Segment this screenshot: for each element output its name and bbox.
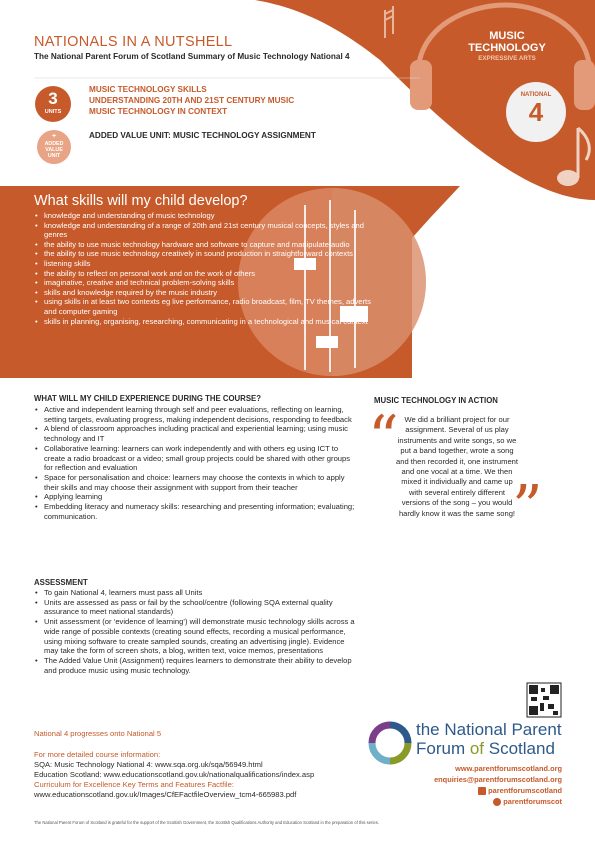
- list-item: • listening skills: [44, 259, 374, 269]
- org-word-of: of: [469, 739, 485, 758]
- education-scotland-link[interactable]: Education Scotland: www.educationscotland.gov.uk/nationalqualifications/index.asp: [34, 770, 315, 779]
- list-item: • The Added Value Unit (Assignment) requires learners to demonstrate their ability to develop and produce music using music technology.: [44, 656, 356, 675]
- experience-heading: WHAT WILL MY CHILD EXPERIENCE DURING THE COURSE?: [34, 394, 261, 403]
- cfe-link[interactable]: www.educationscotland.gov.uk/Images/CfEFactfileOverview_tcm4-665983.pdf: [34, 790, 297, 799]
- assessment-heading: ASSESSMENT: [34, 578, 88, 587]
- units-list: [89, 84, 294, 117]
- list-item: • Units are assessed as pass or fail by the school/centre (following SQA external quality assurance to meet national standards): [44, 598, 356, 617]
- close-quote-icon: ”: [512, 473, 543, 543]
- av-word-added: ADDED: [44, 141, 64, 147]
- sqa-link[interactable]: SQA: Music Technology National 4: www.sqa.org.uk/sqa/56949.html: [34, 760, 263, 769]
- org-word-forum: Forum: [416, 739, 470, 758]
- list-item: • A blend of classroom approaches including practical and experiential learning; using music technology and IT: [44, 424, 356, 443]
- skills-list: [34, 211, 374, 326]
- subject-badge: [447, 30, 567, 63]
- list-item: • the ability to use music technology hardware and software to capture and manipulate audio: [44, 240, 374, 250]
- list-item: • knowledge and understanding of a range of 20th and 21st century musical concepts, styles and genres: [44, 221, 374, 240]
- list-item: • knowledge and understanding of music technology: [44, 211, 374, 221]
- org-name: [416, 720, 562, 758]
- av-word-unit: UNIT: [47, 153, 61, 159]
- subject-line-2: TECHNOLOGY: [468, 42, 546, 54]
- course-links: [34, 750, 314, 800]
- headphone-cup-right: [574, 60, 595, 110]
- list-item: • skills and knowledge required by the music industry: [44, 288, 374, 298]
- footer-note: The National Parent Forum of Scotland is grateful for the support of the Scottish Government, the Scottish Qualifications Authority and Education Scotland in the preparation of this series.: [34, 820, 379, 825]
- unit-item: UNDERSTANDING 20TH AND 21ST CENTURY MUSIC: [89, 96, 295, 105]
- twitter-link[interactable]: [410, 796, 562, 807]
- level-label: NATIONAL: [520, 92, 552, 98]
- level-number: 4: [528, 97, 544, 127]
- facebook-handle: parentforumscotland: [488, 786, 562, 795]
- list-item: • imaginative, creative and technical problem-solving skills: [44, 278, 374, 288]
- headphone-cup-left: [410, 60, 432, 110]
- added-value-title: ADDED VALUE UNIT: MUSIC TECHNOLOGY ASSIGNMENT: [89, 131, 316, 140]
- list-item: • Unit assessment (or ‘evidence of learning’) will demonstrate music technology skills across a wide range of possible contexts (creating sound effects, recording a musical performance, using mixing software to create sampled sounds, creating an advertising jingle). Evidence may take the form of screen shots, a blog, written text, voice memos, presentations: [44, 617, 356, 656]
- subject-category: EXPRESSIVE ARTS: [478, 55, 536, 62]
- list-item: • Collaborative learning: learners can work independently and with others eg using ICT to create a radio broadcast or a video; small group projects could be shared with other groups for reflection and evaluation: [44, 444, 356, 473]
- org-name-line-1: the National Parent: [416, 720, 562, 739]
- unit-item: MUSIC TECHNOLOGY SKILLS: [89, 85, 207, 94]
- parent-forum-logo: [372, 725, 408, 761]
- units-label: UNITS: [44, 109, 62, 115]
- website-link[interactable]: www.parentforumscotland.org: [455, 764, 562, 773]
- list-item: • Embedding literacy and numeracy skills: researching and presenting information; evaluating; communication.: [44, 502, 356, 521]
- av-plus: +: [51, 133, 57, 140]
- facebook-link[interactable]: [410, 785, 562, 796]
- links-heading: For more detailed course information:: [34, 750, 161, 759]
- list-item: • Space for personalisation and choice: learners may choose the contexts in which to apply their skills and may choose their assignment with support from their teacher: [44, 473, 356, 492]
- page-title: NATIONALS IN A NUTSHELL: [34, 34, 233, 50]
- org-contacts: [410, 763, 562, 807]
- twitter-icon: t: [493, 798, 501, 806]
- list-item: • using skills in at least two contexts eg live performance, radio broadcast, film, TV themes, adverts and computer gaming: [44, 297, 374, 316]
- units-count: 3: [48, 89, 58, 108]
- unit-item: MUSIC TECHNOLOGY IN CONTEXT: [89, 107, 228, 116]
- action-heading: MUSIC TECHNOLOGY IN ACTION: [374, 396, 498, 405]
- list-item: • Applying learning: [44, 492, 356, 502]
- org-name-line-2: [416, 739, 562, 758]
- units-count-badge: [35, 86, 71, 122]
- added-value-badge: [37, 130, 71, 164]
- org-word-scotland: Scotland: [484, 739, 555, 758]
- av-word-value: VALUE: [45, 147, 63, 153]
- list-item: • To gain National 4, learners must pass all Units: [44, 588, 356, 598]
- level-badge: [506, 82, 566, 142]
- testimonial-quote: We did a brilliant project for our assignment. Several of us play instruments and write songs, so we put a band together, wrote a song and then recorded it, one instrument and one vocal at a time. We then mixed it individually and came up with several entirely different versions of the song – you would hardly know it was the same song!: [396, 415, 518, 518]
- qr-code: [527, 683, 561, 717]
- twitter-handle: parentforumscot: [503, 797, 562, 806]
- experience-list: [34, 405, 356, 521]
- list-item: • the ability to reflect on personal work and on the work of others: [44, 269, 374, 279]
- list-item: • the ability to use music technology creatively in sound production in straightforward contexts: [44, 249, 374, 259]
- skills-heading: What skills will my child develop?: [34, 193, 248, 209]
- page-subtitle: The National Parent Forum of Scotland Summary of Music Technology National 4: [34, 52, 350, 61]
- progression-text: National 4 progresses onto National 5: [34, 729, 162, 738]
- cfe-heading: Curriculum for Excellence Key Terms and Features Factfile:: [34, 780, 234, 789]
- list-item: • Active and independent learning through self and peer evaluations, reflecting on learning, setting targets, evaluating progress, making independent decisions, responding to feedback: [44, 405, 356, 424]
- subject-line-1: MUSIC: [489, 30, 525, 42]
- email-link[interactable]: enquiries@parentforumscotland.org: [434, 775, 562, 784]
- assessment-list: [34, 588, 356, 675]
- open-quote-icon: “: [368, 403, 399, 473]
- facebook-icon: f: [478, 787, 486, 795]
- list-item: • skills in planning, organising, researching, communicating in a technological and musical context: [44, 317, 374, 327]
